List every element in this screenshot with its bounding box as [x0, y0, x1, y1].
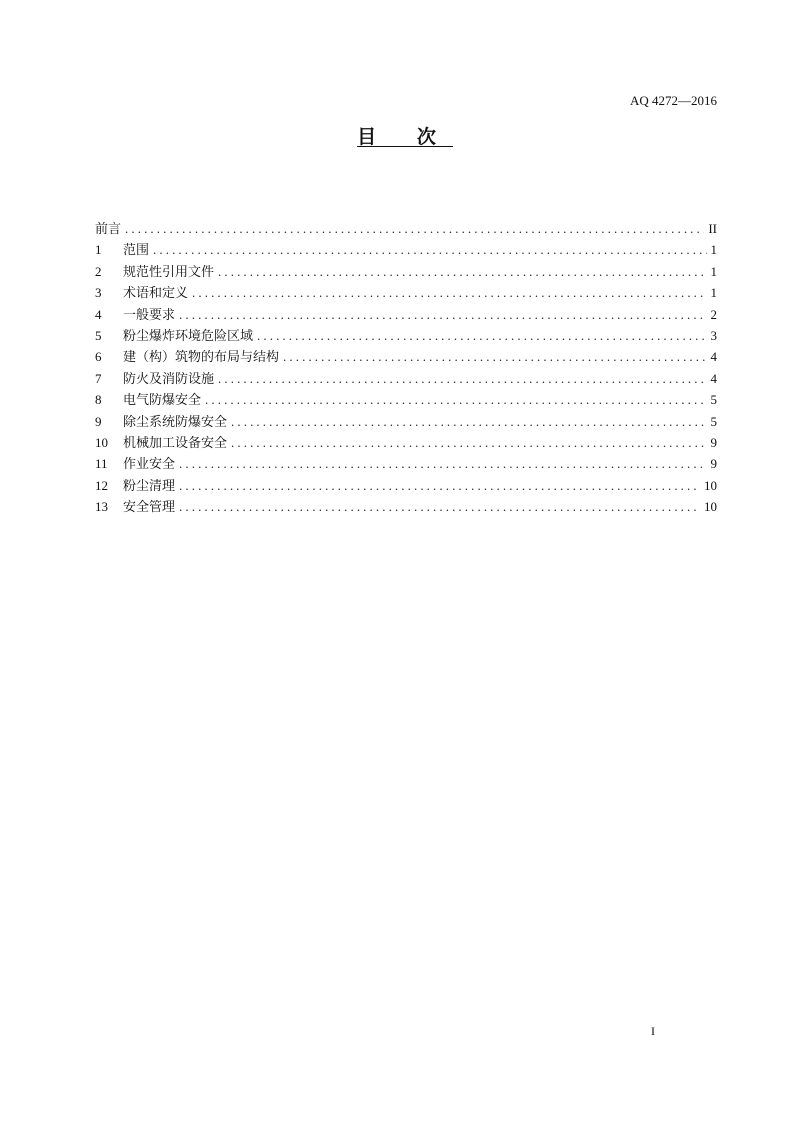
toc-entry-page: 1: [710, 242, 717, 258]
toc-entry-title: 术语和定义: [123, 286, 189, 302]
toc-entry-page: 9: [710, 456, 717, 472]
toc-entry-number: 7: [95, 370, 102, 386]
toc-entry-number: 10: [95, 434, 108, 450]
toc-dot-leader: [231, 411, 706, 432]
toc-entry-title: 安全管理: [123, 500, 176, 516]
toc-entry-title: 作业安全: [123, 457, 176, 473]
toc-entry-title: 电气防爆安全: [123, 393, 202, 409]
toc-entry[interactable]: [95, 389, 717, 410]
toc-entry-page: 4: [710, 370, 717, 386]
toc-dot-leader: [218, 368, 706, 389]
toc-entry-page: 5: [710, 413, 717, 429]
toc-dot-leader: [125, 218, 704, 239]
toc-entry-title: 防火及消防设施: [123, 371, 215, 387]
toc-entry-page: 2: [710, 306, 717, 322]
toc-entry-page: 4: [710, 349, 717, 365]
toc-entry-title: 粉尘爆炸环境危险区域: [123, 328, 254, 344]
toc-entry-title: 规范性引用文件: [123, 264, 215, 280]
toc-entry[interactable]: [95, 261, 717, 282]
page-title: [0, 122, 793, 149]
toc-entry-title: 前言: [95, 222, 122, 237]
table-of-contents: [95, 218, 717, 517]
toc-dot-leader: [218, 261, 706, 282]
toc-entry-title: 建（构）筑物的布局与结构: [123, 350, 280, 366]
toc-dot-leader: [283, 346, 706, 367]
toc-entry-page: 1: [710, 263, 717, 279]
toc-entry-number: 8: [95, 392, 102, 408]
toc-entry-page: 5: [710, 392, 717, 408]
toc-entry[interactable]: [95, 496, 717, 517]
toc-entry-page: 3: [710, 327, 717, 343]
toc-dot-leader: [179, 475, 700, 496]
toc-entry-page: 10: [704, 499, 717, 515]
toc-entry[interactable]: [95, 475, 717, 496]
toc-entry[interactable]: [95, 346, 717, 367]
toc-entry[interactable]: [95, 432, 717, 453]
toc-entry-number: 11: [95, 456, 108, 472]
toc-entry-number: 2: [95, 263, 102, 279]
toc-entry-title: 范围: [123, 243, 150, 259]
toc-entry[interactable]: [95, 304, 717, 325]
toc-dot-leader: [179, 496, 700, 517]
toc-dot-leader: [231, 432, 706, 453]
document-code: AQ 4272—2016: [629, 93, 717, 108]
toc-dot-leader: [153, 239, 706, 260]
toc-entry-title: 粉尘清理: [123, 478, 176, 494]
toc-dot-leader: [179, 453, 706, 474]
toc-entry-title: 除尘系统防爆安全: [123, 414, 228, 430]
toc-entry-number: 13: [95, 499, 108, 515]
toc-entry-page: 9: [710, 434, 717, 450]
toc-entry-title: 机械加工设备安全: [123, 435, 228, 451]
toc-entry-number: 1: [95, 242, 102, 258]
toc-entry-number: 4: [95, 306, 102, 322]
toc-entry[interactable]: [95, 411, 717, 432]
toc-entry[interactable]: [95, 453, 717, 474]
toc-entry-page: 10: [704, 477, 717, 493]
toc-entry-number: 9: [95, 413, 102, 429]
toc-entry[interactable]: [95, 218, 717, 239]
toc-dot-leader: [257, 325, 706, 346]
toc-entry[interactable]: [95, 239, 717, 260]
toc-entry[interactable]: [95, 282, 717, 303]
toc-dot-leader: [192, 282, 706, 303]
toc-entry-page: II: [708, 221, 717, 236]
toc-entry-number: 3: [95, 285, 102, 301]
toc-entry-number: 12: [95, 477, 108, 493]
toc-entry-number: 5: [95, 327, 102, 343]
toc-entry-title: 一般要求: [123, 307, 176, 323]
toc-dot-leader: [205, 389, 706, 410]
toc-entry[interactable]: [95, 368, 717, 389]
page-title-text: 目 次: [357, 126, 453, 148]
toc-dot-leader: [179, 304, 706, 325]
toc-entry-page: 1: [710, 285, 717, 301]
page-number: I: [651, 1024, 655, 1038]
toc-entry-number: 6: [95, 349, 102, 365]
toc-entry[interactable]: [95, 325, 717, 346]
